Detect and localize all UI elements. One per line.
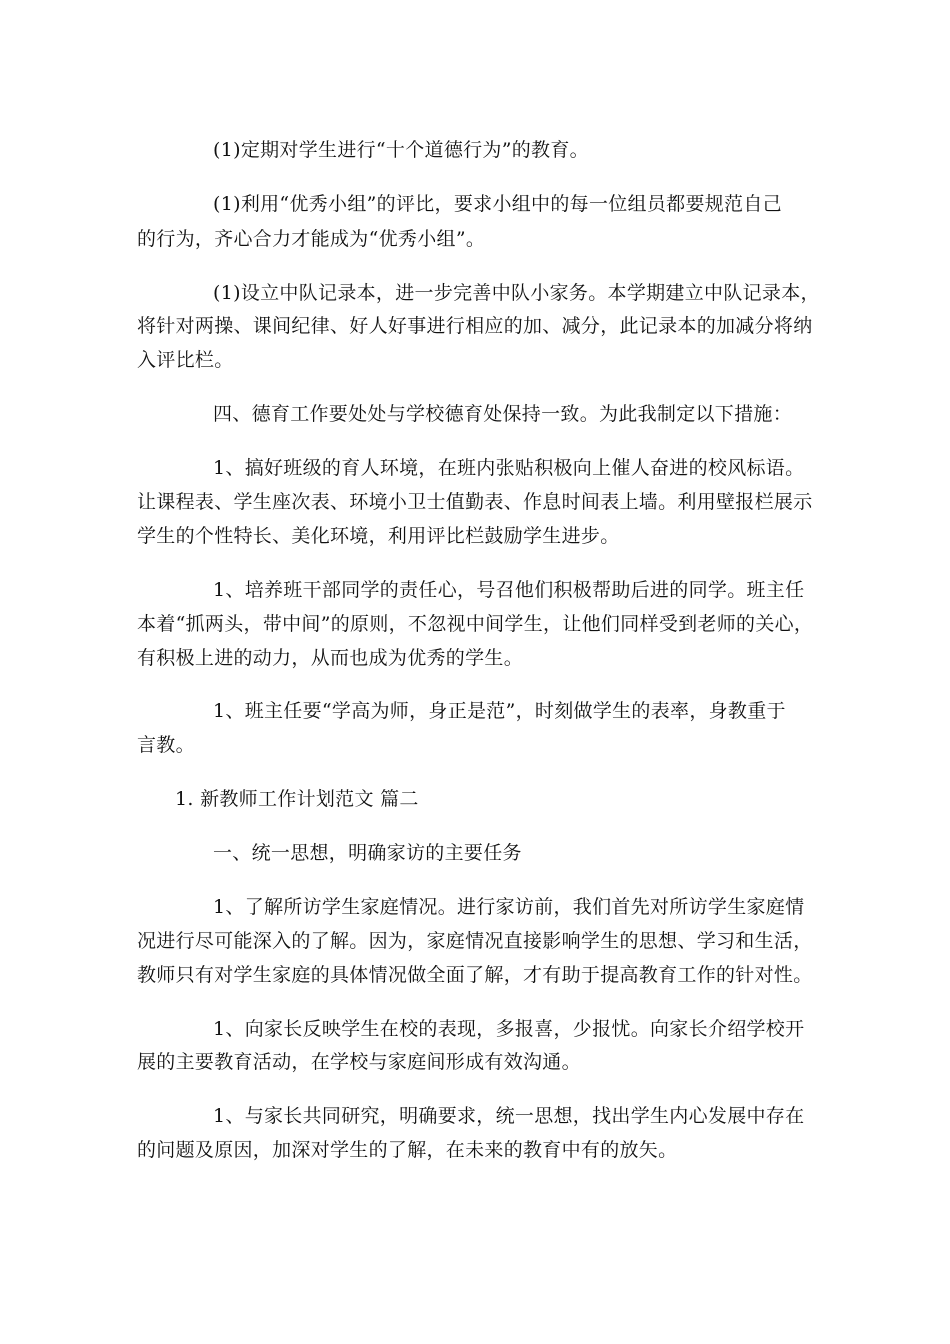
section-heading: 1. 新教师工作计划范文 篇二 [175, 788, 419, 810]
text-line: 入评比栏。 [137, 349, 234, 371]
text-line: 1、班主任要“学高为师，身正是范”，时刻做学生的表率，身教重于 [213, 700, 786, 722]
text-line: 将针对两操、课间纪律、好人好事进行相应的加、减分，此记录本的加减分将纳 [137, 315, 813, 337]
text-line: 的问题及原因，加深对学生的了解，在未来的教育中有的放矢。 [137, 1139, 678, 1161]
text-line: 学生的个性特长、美化环境，利用评比栏鼓励学生进步。 [137, 525, 620, 547]
text-line: 本着“抓两头，带中间”的原则，不忽视中间学生，让他们同样受到老师的关心， [137, 613, 814, 635]
text-line: 1、了解所访学生家庭情况。进行家访前，我们首先对所访学生家庭情 [213, 896, 805, 918]
text-line: 展的主要教育活动，在学校与家庭间形成有效沟通。 [137, 1051, 581, 1073]
text-line: 教师只有对学生家庭的具体情况做全面了解，才有助于提高教育工作的针对性。 [137, 964, 813, 986]
text-line: (1)设立中队记录本，进一步完善中队小家务。本学期建立中队记录本， [213, 282, 820, 304]
text-line: (1)定期对学生进行“十个道德行为”的教育。 [213, 139, 589, 161]
text-line: (1)利用“优秀小组”的评比，要求小组中的每一位组员都要规范自己 [213, 193, 782, 215]
text-line: 1、培养班干部同学的责任心，号召他们积极帮助后进的同学。班主任 [213, 579, 805, 601]
text-line: 1、搞好班级的育人环境，在班内张贴积极向上催人奋进的校风标语。 [213, 457, 805, 479]
text-line: 四、德育工作要处处与学校德育处保持一致。为此我制定以下措施： [213, 403, 793, 425]
text-line: 有积极上进的动力，从而也成为优秀的学生。 [137, 647, 524, 669]
text-line: 的行为，齐心合力才能成为“优秀小组”。 [137, 228, 486, 250]
text-line: 让课程表、学生座次表、环境小卫士值勤表、作息时间表上墙。利用壁报栏展示 [137, 491, 813, 513]
text-line: 言教。 [137, 734, 195, 756]
text-line: 况进行尽可能深入的了解。因为，家庭情况直接影响学生的思想、学习和生活， [137, 930, 813, 952]
text-line: 1、与家长共同研究，明确要求，统一思想，找出学生内心发展中存在 [213, 1105, 805, 1127]
text-line: 1、向家长反映学生在校的表现，多报喜，少报忧。向家长介绍学校开 [213, 1018, 805, 1040]
text-line: 一、统一思想，明确家访的主要任务 [213, 842, 522, 864]
